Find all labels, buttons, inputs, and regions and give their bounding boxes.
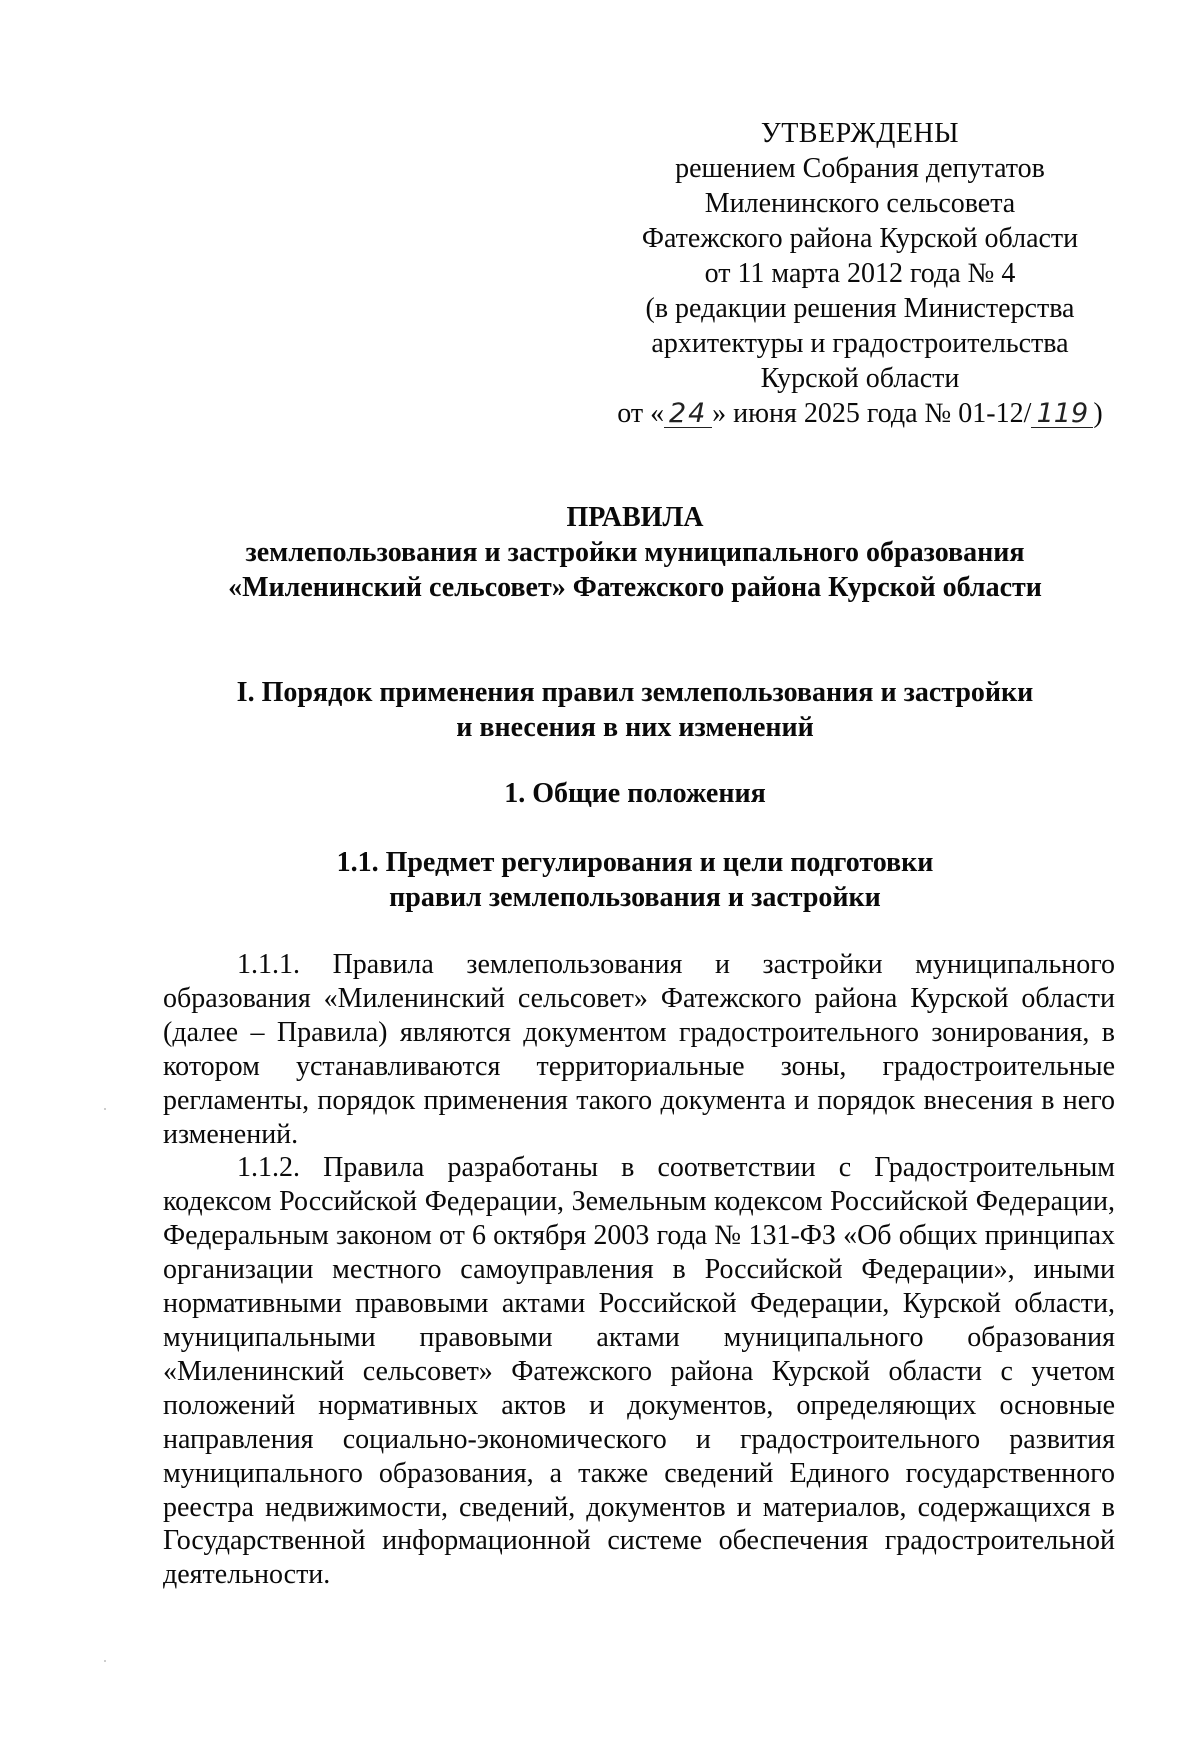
section-heading-line: и внесения в них изменений bbox=[456, 712, 814, 743]
handwritten-number: 119 bbox=[1031, 401, 1093, 428]
approval-line: от 11 марта 2012 года № 4 bbox=[704, 258, 1016, 289]
scan-speck bbox=[104, 1108, 106, 1110]
scan-speck bbox=[104, 1660, 106, 1662]
approval-line: Курской области bbox=[760, 363, 960, 394]
paragraph: 1.1.2. Правила разработаны в соответствии с Градостроительным кодексом Российской Федерации, Земельным кодексом Российской Федерации, Федеральным законом от 6 октября 2003 года № 131-ФЗ «Об общих принципах организации местного самоуправления в Российской Федерации», иными нормативными правовыми актами Российской Федерации, Курской области, муниципальными правовыми актами муниципального образования «Миленинский сельсовет» Фатежского района Курской области с учетом положений нормативных актов и документов, определяющих основные направления социально-экономического и градостроительного развития муниципального образования, а также сведений Единого государственного реестра недвижимости, сведений, документов и материалов, содержащихся в Государственной информационной системе обеспечения градостроительной деятельности. bbox=[163, 1152, 1115, 1591]
approval-date-prefix: от « bbox=[617, 398, 665, 429]
subsubsection-heading-line: правил землепользования и застройки bbox=[389, 882, 881, 913]
rules-title-line: землепользования и застройки муниципального образования bbox=[245, 537, 1025, 568]
approval-heading: УТВЕРЖДЕНЫ bbox=[760, 118, 960, 149]
rules-heading: ПРАВИЛА bbox=[566, 502, 704, 533]
subsection-heading-text: 1. Общие положения bbox=[504, 778, 766, 809]
approval-line: решением Собрания депутатов bbox=[675, 153, 1045, 184]
approval-stamp-block bbox=[590, 116, 1130, 431]
approval-line: архитектуры и градостроительства bbox=[651, 328, 1069, 359]
subsection-heading bbox=[150, 776, 1120, 811]
rules-title-block bbox=[150, 500, 1120, 605]
paragraph: 1.1.1. Правила землепользования и застройки муниципального образования «Миленинский сельсовет» Фатежского района Курской области (далее – Правила) являются документом градостроительного зонирования, в котором устанавливаются территориальные зоны, градостроительные регламенты, порядок применения такого документа и порядок внесения в него изменений. bbox=[163, 949, 1115, 1150]
approval-line: Миленинского сельсовета bbox=[704, 188, 1016, 219]
subsubsection-heading bbox=[150, 845, 1120, 915]
section-heading bbox=[150, 675, 1120, 745]
approval-line: Фатежского района Курской области bbox=[641, 223, 1079, 254]
body-text bbox=[163, 948, 1115, 1592]
approval-line: (в редакции решения Министерства bbox=[645, 293, 1075, 324]
subsubsection-heading-line: 1.1. Предмет регулирования и цели подготовки bbox=[336, 847, 934, 878]
section-heading-line: I. Порядок применения правил землепользования и застройки bbox=[236, 677, 1034, 708]
approval-date-line bbox=[590, 396, 1130, 431]
rules-title-line: «Миленинский сельсовет» Фатежского района Курской области bbox=[228, 572, 1042, 603]
handwritten-day: 24 bbox=[664, 401, 712, 428]
approval-date-suffix: ) bbox=[1093, 398, 1103, 429]
approval-date-middle: » июня 2025 года № 01-12/ bbox=[712, 398, 1032, 429]
